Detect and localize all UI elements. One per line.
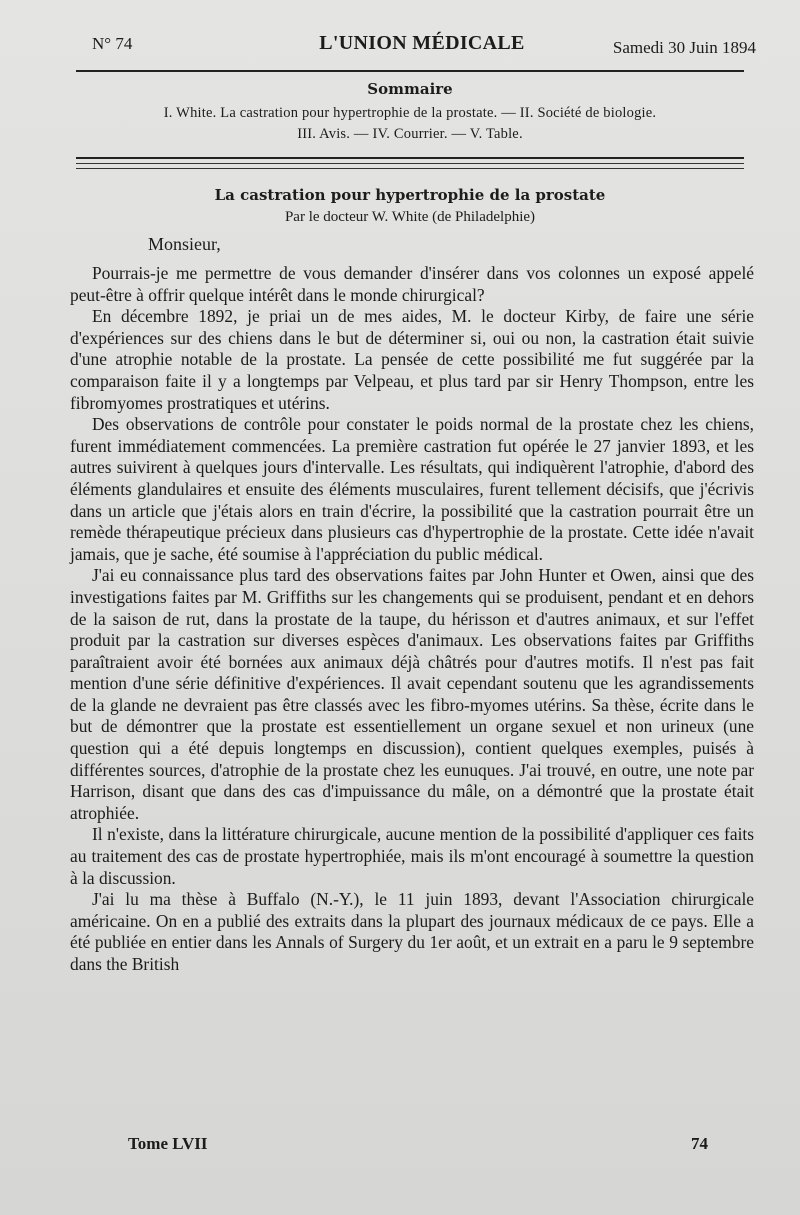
issue-date: Samedi 30 Juin 1894 (612, 38, 756, 57)
paragraph: J'ai eu connaissance plus tard des observations faites par John Hunter et Owen, ainsi que des investigations faites par M. Griffiths sur les changements qui se produisent, pendant et en dehors de la saison de rut, dans la prostate de la taupe, du hérisson et d'autres animaux, et sur l'effet produit par la castration sur diverses espèces d'animaux. Les observations faites par Griffiths paraîtraient avoir été bornées aux animaux déjà châtrés pour d'autres motifs. Il n'est pas fait mention d'une série définitive d'expériences. Il avait cependant soutenu que les agrandissements de la glande ne devraient pas être classés avec les fibro-myomes utérins. Sa thèse, écrite dans le but de démontrer que la prostate est essentiellement un organe sexuel et non urineux (une question qui a été depuis longtemps en discussion), contient quelques exemples, puisés à différentes sources, d'atrophie de la prostate chez les eunuques. J'ai trouvé, en outre, une note par Harrison, disant que dans des cas d'impuissance du mâle, on a démontré que la prostate était atrophiée. (70, 565, 754, 823)
sommaire-rule-top (76, 157, 744, 159)
paragraph: En décembre 1892, je priai un de mes aides, M. le docteur Kirby, de faire une série d'expériences sur des chiens dans le but de déterminer si, oui ou non, la castration était suivie d'une atrophie notable de la prostate. La pensée de cette possibilité me fut suggérée par la comparaison faite il y a longtemps par Velpeau, et plus tard par sir Henry Thompson, entre les fibromyomes prostratiques et utérins. (70, 306, 754, 413)
header-rule (76, 70, 744, 72)
sommaire-line-2: III. Avis. — IV. Courrier. — V. Table. (297, 126, 523, 142)
footer-tome: Tome LVII (128, 1134, 208, 1153)
article-body (70, 263, 754, 976)
journal-title: L'UNION MÉDICALE (319, 32, 525, 54)
paragraph: J'ai lu ma thèse à Buffalo (N.-Y.), le 11 juin 1893, devant l'Association chirurgicale américaine. On en a publié des extraits dans la plupart des journaux médicaux de ce pays. Elle a été publiée en entier dans les Annals of Surgery du 1er août, et un extrait en a paru le 9 septembre dans the British (70, 889, 754, 974)
sommaire-title: Sommaire (367, 80, 453, 98)
sommaire-line-1: I. White. La castration pour hypertrophie de la prostate. — II. Société de biologie. (163, 105, 657, 121)
article-title: La castration pour hypertrophie de la prostate (214, 186, 606, 204)
article-byline: Par le docteur W. White (de Philadelphie) (284, 209, 536, 225)
paragraph: Pourrais-je me permettre de vous demander d'insérer dans vos colonnes un exposé appelé peut-être à offrir quelque intérêt dans le monde chirurgical? (70, 263, 754, 305)
page-header (88, 28, 756, 64)
footer-page-number: 74 (691, 1134, 708, 1153)
paragraph: Il n'existe, dans la littérature chirurgicale, aucune mention de la possibilité d'appliquer ces faits au traitement des cas de prostate hypertrophiée, mais ils m'ont encouragé à soumettre la question à la discussion. (70, 824, 754, 888)
salutation: Monsieur, (148, 234, 221, 254)
issue-number: N° 74 (92, 34, 133, 53)
sommaire-rule-mid (76, 163, 744, 164)
sommaire-rule-bottom (76, 168, 744, 169)
paragraph: Des observations de contrôle pour constater le poids normal de la prostate chez les chiens, furent immédiatement commencées. La première castration fut opérée le 27 janvier 1893, et les autres suivirent à quelques jours d'intervalle. Les résultats, qui indiquèrent l'atrophie, d'abord des éléments glandulaires et ensuite des éléments musculaires, furent tellement décisifs, que j'écrivis dans un article que j'étais alors en train d'écrire, la possibilité que la castration pourrait être un remède thérapeutique précieux dans plusieurs cas d'hypertrophie de la prostate. Cette idée n'avait jamais, que je sache, été soumise à l'appréciation du public médical. (70, 414, 754, 564)
